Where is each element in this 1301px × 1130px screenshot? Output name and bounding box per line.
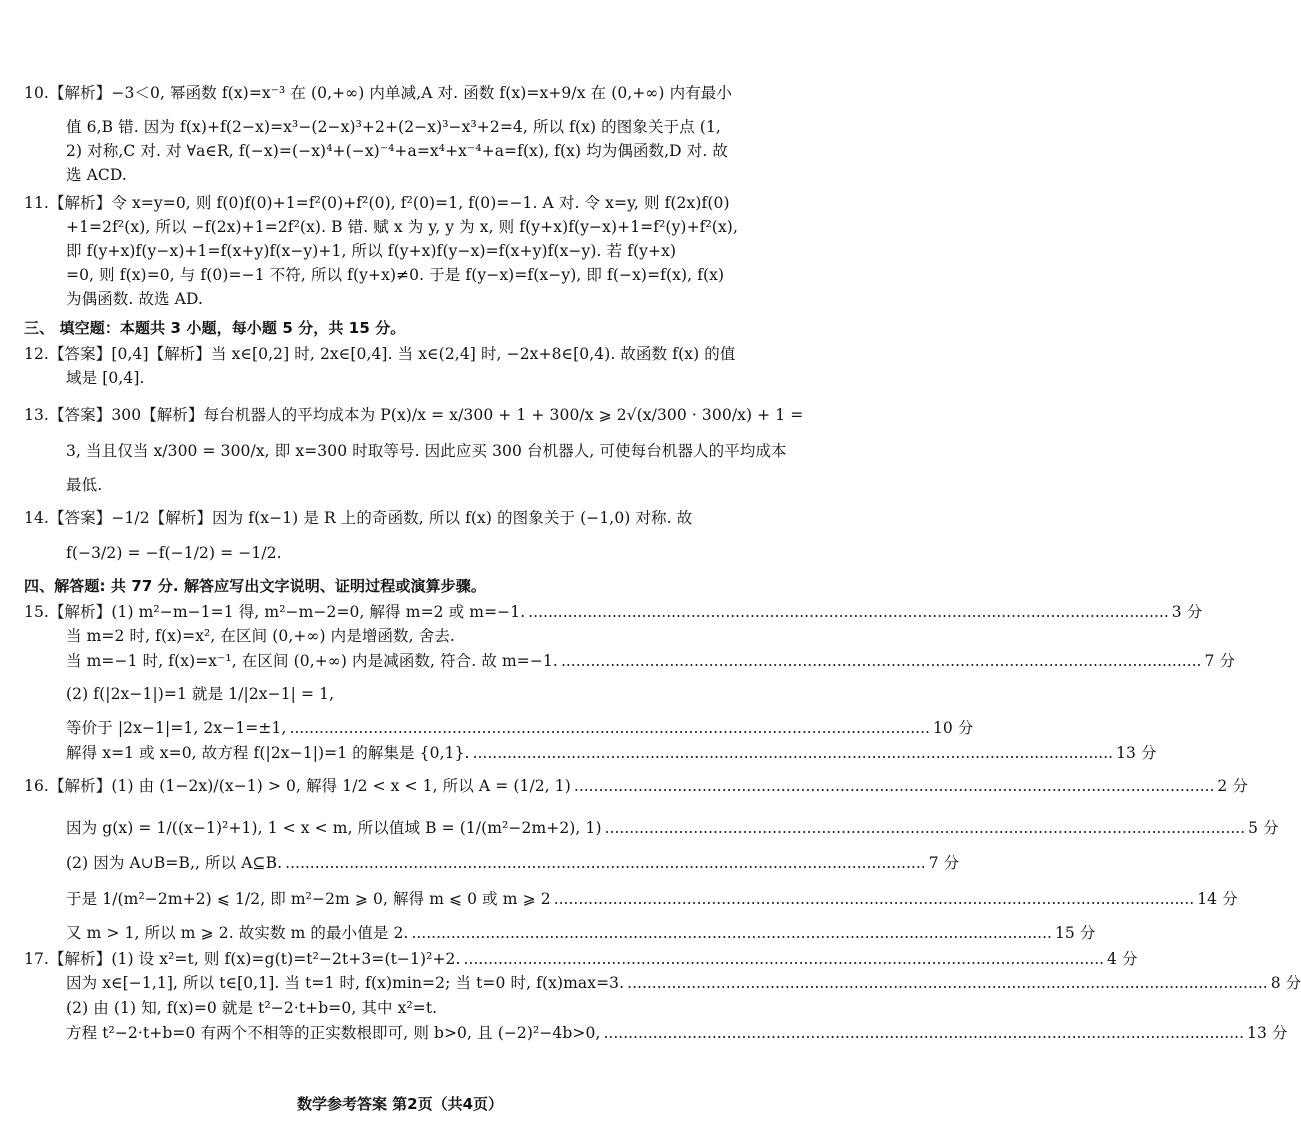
leader-dots: .................................................................................................................................. [627, 974, 1268, 992]
answer-13-line-1: 13.【答案】300【解析】每台机器人的平均成本为 P(x)/x = x/300 + 1 + 300/x ⩾ 2√(x/300 · 300/x) + 1 = [24, 406, 804, 424]
answer-10-line-4: 选 ACD. [66, 166, 127, 184]
answer-15-step-3 [66, 650, 1236, 672]
leader-dots: .................................................................................................................................. [285, 854, 926, 872]
answer-17-step-4 [66, 1022, 1288, 1044]
step-score: 14 分 [1197, 890, 1238, 908]
answer-10-line-1: 10.【解析】−3＜0, 幂函数 f(x)=x⁻³ 在 (0,+∞) 内单减,A 对. 函数 f(x)=x+9/x 在 (0,+∞) 内有最小 [24, 84, 733, 102]
leader-dots: .................................................................................................................................. [411, 924, 1052, 942]
leader-dots: .................................................................................................................................. [603, 1024, 1245, 1042]
leader-dots: .................................................................................................................................. [289, 719, 930, 737]
leader-dots: .................................................................................................................................. [463, 950, 1105, 968]
step-text: 因为 g(x) = 1/((x−1)²+1), 1 < x < m, 所以值域 B = (1/(m²−2m+2), 1) [66, 819, 602, 837]
answer-16-step-2 [66, 817, 1279, 839]
step-text: (2) 因为 A∪B=B,, 所以 A⊆B. [66, 854, 283, 872]
answer-13-line-3: 最低. [66, 476, 103, 494]
answer-15-step-4: (2) f(|2x−1|)=1 就是 1/|2x−1| = 1, [66, 685, 335, 703]
answer-15-step-2: 当 m=2 时, f(x)=x², 在区间 (0,+∞) 内是增函数, 舍去. [66, 627, 455, 645]
step-score: 13 分 [1247, 1024, 1288, 1042]
answer-11-line-5: 为偶函数. 故选 AD. [66, 290, 203, 308]
answer-11-line-2: +1=2f²(x), 所以 −f(2x)+1=2f²(x). B 错. 赋 x 为 y, y 为 x, 则 f(y+x)f(y−x)+1=f²(y)+f²(x), [66, 218, 738, 236]
leader-dots: .................................................................................................................................. [528, 603, 1169, 621]
answer-11-line-1: 11.【解析】令 x=y=0, 则 f(0)f(0)+1=f²(0)+f²(0), f²(0)=1, f(0)=−1. A 对. 令 x=y, 则 f(2x)f(0) [24, 194, 730, 212]
answer-16-step-5 [66, 922, 1096, 944]
answer-15-step-1 [24, 601, 1203, 623]
step-score: 5 分 [1248, 819, 1279, 837]
step-text: 解得 x=1 或 x=0, 故方程 f(|2x−1|)=1 的解集是 {0,1}. [66, 744, 470, 762]
step-score: 3 分 [1171, 603, 1203, 621]
answer-16-step-1 [24, 775, 1249, 797]
page-footer: 数学参考答案 第2页（共4页） [296, 1095, 504, 1113]
answer-13-line-2: 3, 当且仅当 x/300 = 300/x, 即 x=300 时取等号. 因此应买 300 台机器人, 可使每台机器人的平均成本 [66, 442, 787, 460]
answer-11-line-3: 即 f(y+x)f(y−x)+1=f(x+y)f(x−y)+1, 所以 f(y+x)f(y−x)=f(x+y)f(x−y). 若 f(y+x) [66, 242, 677, 260]
step-score: 4 分 [1107, 950, 1138, 968]
answer-10-line-2: 值 6,B 错. 因为 f(x)+f(2−x)=x³−(2−x)³+2+(2−x)³−x³+2=4, 所以 f(x) 的图象关于点 (1, [66, 118, 721, 136]
step-text: 17.【解析】(1) 设 x²=t, 则 f(x)=g(t)=t²−2t+3=(t−1)²+2. [24, 950, 461, 968]
step-score: 8 分 [1270, 974, 1301, 992]
leader-dots: .................................................................................................................................. [553, 890, 1195, 908]
answer-15-step-5 [66, 717, 974, 739]
step-score: 13 分 [1116, 744, 1157, 762]
answer-11-line-4: =0, 则 f(x)=0, 与 f(0)=−1 不符, 所以 f(y+x)≠0. 于是 f(y−x)=f(x−y), 即 f(−x)=f(x), f(x) [66, 266, 725, 284]
answer-15-step-6 [66, 742, 1157, 764]
answer-16-step-4 [66, 888, 1238, 910]
answer-12-line-2: 域是 [0,4]. [66, 369, 145, 387]
leader-dots: .................................................................................................................................. [573, 777, 1215, 795]
step-text: 等价于 |2x−1|=1, 2x−1=±1, [66, 719, 287, 737]
leader-dots: .................................................................................................................................. [472, 744, 1114, 762]
step-text: 又 m > 1, 所以 m ⩾ 2. 故实数 m 的最小值是 2. [66, 924, 409, 942]
answer-17-step-1 [24, 948, 1138, 970]
step-text: 当 m=−1 时, f(x)=x⁻¹, 在区间 (0,+∞) 内是减函数, 符合. 故 m=−1. [66, 652, 558, 670]
leader-dots: .................................................................................................................................. [560, 652, 1202, 670]
step-score: 10 分 [932, 719, 974, 737]
answer-14-line-1: 14.【答案】−1/2【解析】因为 f(x−1) 是 R 上的奇函数, 所以 f(x) 的图象关于 (−1,0) 对称. 故 [24, 509, 693, 527]
step-score: 7 分 [1204, 652, 1236, 670]
step-score: 7 分 [928, 854, 960, 872]
section-fill-in-heading: 三、 填空题：本题共 3 小题，每小题 5 分，共 15 分。 [24, 319, 406, 337]
step-text: 于是 1/(m²−2m+2) ⩽ 1/2, 即 m²−2m ⩾ 0, 解得 m ⩽ 0 或 m ⩾ 2 [66, 890, 551, 908]
answer-12-line-1: 12.【答案】[0,4]【解析】当 x∈[0,2] 时, 2x∈[0,4]. 当 x∈(2,4] 时, −2x+8∈[0,4). 故函数 f(x) 的值 [24, 345, 736, 363]
answer-17-step-2 [66, 972, 1301, 994]
answer-16-step-3 [66, 852, 960, 874]
step-text: 方程 t²−2·t+b=0 有两个不相等的正实数根即可, 则 b>0, 且 (−2)²−4b>0, [66, 1024, 601, 1042]
step-text: 15.【解析】(1) m²−m−1=1 得, m²−m−2=0, 解得 m=2 或 m=−1. [24, 603, 526, 621]
step-text: 16.【解析】(1) 由 (1−2x)/(x−1) > 0, 解得 1/2 < x < 1, 所以 A = (1/2, 1) [24, 777, 571, 795]
answer-14-line-2: f(−3/2) = −f(−1/2) = −1/2. [66, 544, 282, 562]
step-score: 2 分 [1217, 777, 1249, 795]
leader-dots: .................................................................................................................................. [604, 819, 1246, 837]
step-score: 15 分 [1054, 924, 1096, 942]
section-solution-heading: 四、解答题: 共 77 分. 解答应写出文字说明、证明过程或演算步骤。 [24, 577, 486, 595]
answer-17-step-3: (2) 由 (1) 知, f(x)=0 就是 t²−2·t+b=0, 其中 x²=t. [66, 999, 438, 1017]
answer-10-line-3: 2) 对称,C 对. 对 ∀a∈R, f(−x)=(−x)⁴+(−x)⁻⁴+a=x⁴+x⁻⁴+a=f(x), f(x) 均为偶函数,D 对. 故 [66, 142, 728, 160]
step-text: 因为 x∈[−1,1], 所以 t∈[0,1]. 当 t=1 时, f(x)min=2; 当 t=0 时, f(x)max=3. [66, 974, 625, 992]
